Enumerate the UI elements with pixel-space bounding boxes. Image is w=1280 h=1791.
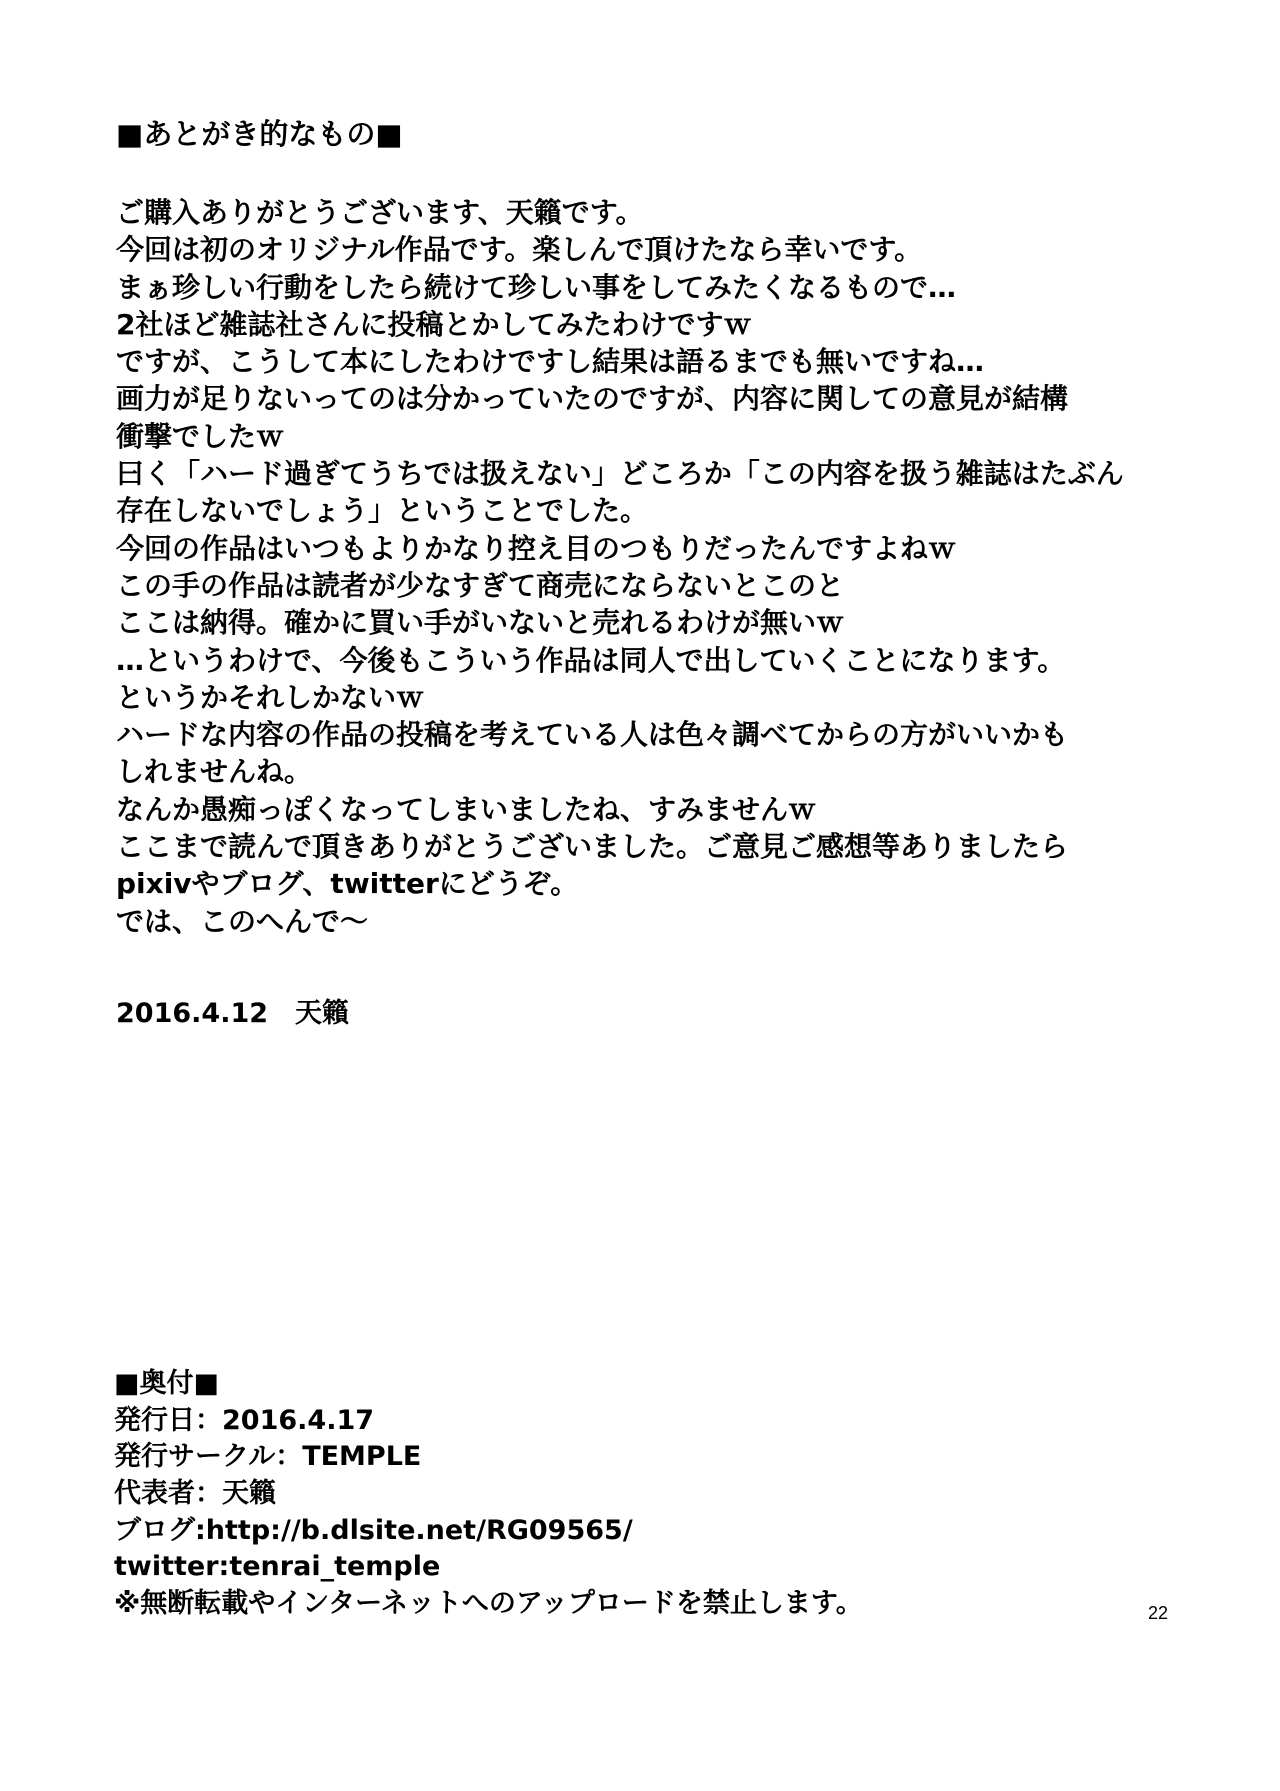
- afterword-line: 今回の作品はいつもよりかなり控え目のつもりだったんですよねｗ: [116, 531, 957, 565]
- afterword-line: しれませんね。: [116, 755, 313, 789]
- afterword-line: …というわけで、今後もこういう作品は同人で出していくことになります。: [116, 643, 1066, 677]
- afterword-line: 今回は初のオリジナル作品です。楽しんで頂けたなら幸いです。: [116, 233, 923, 267]
- colophon-twitter: twitter:tenrai_temple: [114, 1551, 441, 1583]
- colophon-publish-date: 発行日：2016.4.17: [114, 1404, 375, 1436]
- afterword-line: 衝撃でしたｗ: [116, 419, 285, 453]
- afterword-line: というかそれしかないｗ: [116, 680, 425, 714]
- afterword-body: [116, 194, 1176, 940]
- colophon-circle: 発行サークル：TEMPLE: [114, 1441, 422, 1473]
- afterword-signature: 2016.4.12 天籟: [116, 998, 350, 1029]
- afterword-line: なんか愚痴っぽくなってしまいましたね、すみませんｗ: [116, 792, 817, 826]
- afterword-line: pixivやブログ、twitterにどうぞ。: [116, 867, 579, 901]
- colophon-blog: ブログ:http://b.dlsite.net/RG09565/: [114, 1514, 633, 1546]
- afterword-line: ここまで読んで頂きありがとうございました。ご意見ご感想等ありましたら: [116, 830, 1069, 864]
- colophon: [114, 1366, 1174, 1623]
- afterword-line: ご購入ありがとうございます、天籟です。: [116, 196, 644, 229]
- page-number: 22: [1148, 1603, 1169, 1623]
- afterword-line: 存在しないでしょう」ということでした。: [116, 494, 649, 528]
- colophon-heading: ■奥付■: [114, 1368, 220, 1399]
- afterword-line: この手の作品は読者が少なすぎて商売にならないとこのと: [116, 568, 845, 602]
- afterword-line: ここは納得。確かに買い手がいないと売れるわけが無いｗ: [116, 606, 845, 640]
- afterword-line: 曰く「ハード過ぎてうちでは扱えない」どころか「この内容を扱う雑誌はたぶん: [116, 457, 1124, 491]
- afterword-line: 画力が足りないってのは分かっていたのですが、内容に関しての意見が結構: [116, 382, 1069, 416]
- colophon-representative: 代表者：天籟: [114, 1478, 276, 1510]
- afterword-line: 2社ほど雑誌社さんに投稿とかしてみたわけですｗ: [116, 307, 752, 341]
- afterword-line: ハードな内容の作品の投稿を考えている人は色々調べてからの方がいいかも: [116, 718, 1069, 752]
- colophon-notice: ※無断転載やインターネットへのアップロードを禁止します。: [114, 1588, 863, 1620]
- afterword-line: まぁ珍しい行動をしたら続けて珍しい事をしてみたくなるもので…: [116, 270, 957, 304]
- afterword-line: では、このへんで～: [116, 904, 369, 938]
- afterword-line: ですが、こうして本にしたわけですし結果は語るまでも無いですね…: [116, 345, 985, 379]
- afterword-heading: ■あとがき的なもの■: [116, 117, 403, 151]
